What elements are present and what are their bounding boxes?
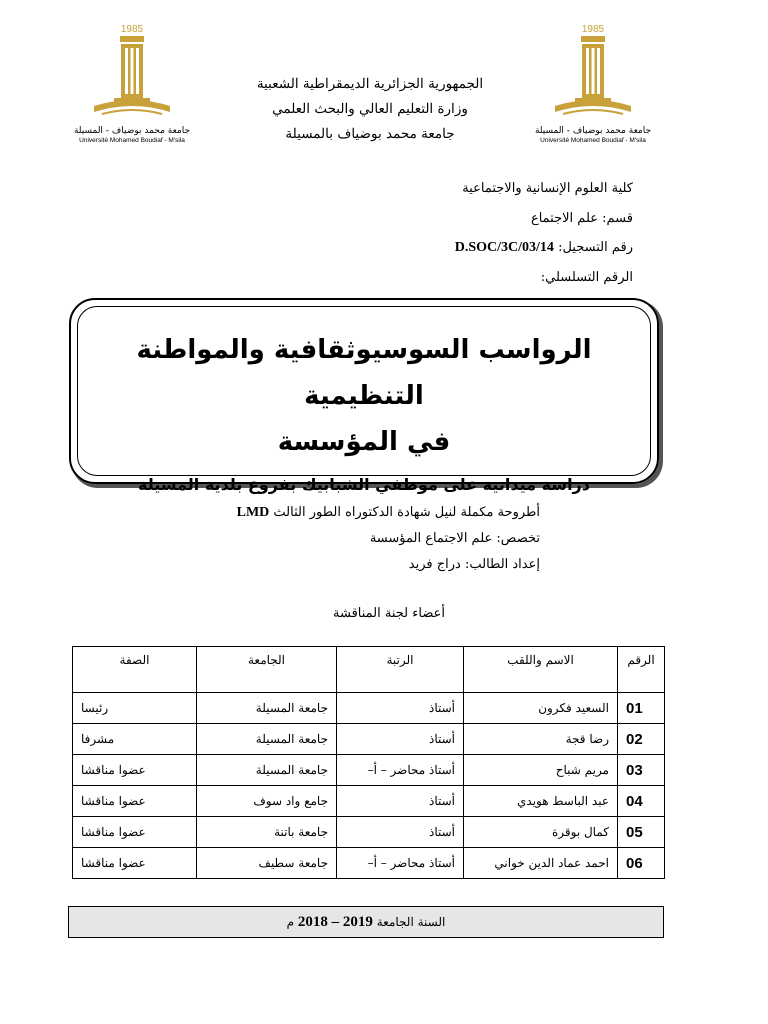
table-row [73,724,665,755]
serial-number-label: الرقم التسلسلي: [540,269,633,285]
author: إعداد الطالب: دراج فريد [408,557,540,572]
member-number: 05 [618,817,665,848]
ministry-name: وزارة التعليم العالي والبحث العلمي [272,101,468,117]
degree-description: أطروحة مكملة لنيل شهادة الدكتوراه الطور الثالث [273,505,540,520]
table-row [73,817,665,848]
university-emblem-icon [72,20,192,125]
member-rank: أستاذ [337,693,464,724]
logo-name-french: Université Mohamed Boudiaf - M'sila [540,137,646,144]
member-number: 02 [618,724,665,755]
member-number: 04 [618,786,665,817]
logo-name-french: Université Mohamed Boudiaf - M'sila [79,137,185,144]
member-name: عبد الباسط هويدي [464,786,618,817]
university-name: جامعة محمد بوضياف بالمسيلة [285,126,455,142]
thesis-title-frame [69,298,659,494]
member-university: جامعة المسيلة [197,724,337,755]
column-header: الرقم [618,647,665,693]
member-rank: أستاذ [337,817,464,848]
table-row [73,693,665,724]
jury-table [72,646,665,879]
member-name: كمال بوقرة [464,817,618,848]
logo-name-arabic: جامعة محمد بوضياف - المسيلة [73,126,191,136]
member-role: عضوا مناقشا [73,755,197,786]
member-name: مريم شباح [464,755,618,786]
member-role: رئيسا [73,693,197,724]
logo-name-arabic: جامعة محمد بوضياف - المسيلة [534,126,652,136]
member-role: عضوا مناقشا [73,817,197,848]
member-rank: أستاذ محاضر – أ– [337,848,464,879]
academic-year-box [68,906,664,938]
member-number: 06 [618,848,665,879]
degree-line [237,500,540,526]
official-header [200,72,540,147]
registration-label: رقم التسجيل: [558,240,633,255]
thesis-title [78,327,650,465]
column-header: الصفة [73,647,197,693]
member-name: رضا قجة [464,724,618,755]
thesis-subtitle: دراسة ميدانية على موظفي الشبابيك بفروع بلدية المسيلة [138,475,590,494]
member-name: احمد عماد الدين خواني [464,848,618,879]
member-university: جامعة باتنة [197,817,337,848]
member-name: السعيد فكرون [464,693,618,724]
thesis-title-line2: في المؤسسة [277,427,451,457]
academic-year-suffix: م [286,915,295,929]
member-role: عضوا مناقشا [73,848,197,879]
thesis-title-line1: الرواسب السوسيوثقافية والمواطنة التنظيمية [136,335,592,411]
logo-year: 1985 [120,24,144,35]
department-name: قسم: علم الاجتماع [530,210,633,226]
column-header: الرتبة [337,647,464,693]
member-number: 03 [618,755,665,786]
thesis-info [237,500,540,578]
university-logo-left [72,20,192,160]
logo-year: 1985 [581,24,605,35]
member-university: جامعة سطيف [197,848,337,879]
university-logo-right [533,20,653,160]
registration-number [455,233,633,263]
specialty: تخصص: علم الاجتماع المؤسسة [369,531,540,546]
member-role: عضوا مناقشا [73,786,197,817]
republic-name: الجمهورية الجزائرية الديمقراطية الشعبية [256,76,484,92]
faculty-name: كلية العلوم الإنسانية والاجتماعية [462,181,633,196]
academic-year-label: السنة الجامعة [376,915,446,929]
column-header: الجامعة [197,647,337,693]
member-role: مشرفا [73,724,197,755]
member-university: جامع واد سوف [197,786,337,817]
table-row [73,848,665,879]
member-rank: أستاذ [337,786,464,817]
table-row [73,755,665,786]
column-header: الاسم واللقب [464,647,618,693]
table-header-row [73,647,665,693]
member-number: 01 [618,693,665,724]
degree-type: LMD [236,505,270,520]
member-university: جامعة المسيلة [197,693,337,724]
member-university: جامعة المسيلة [197,755,337,786]
member-rank: أستاذ محاضر – أ– [337,755,464,786]
university-emblem-icon [533,20,653,125]
table-row [73,786,665,817]
registration-value: D.SOC/3C/03/14 [454,240,554,255]
jury-title: أعضاء لجنة المناقشة [333,606,445,621]
member-rank: أستاذ [337,724,464,755]
academic-year-value: 2018 – 2019 [297,914,373,930]
faculty-info [455,174,633,292]
